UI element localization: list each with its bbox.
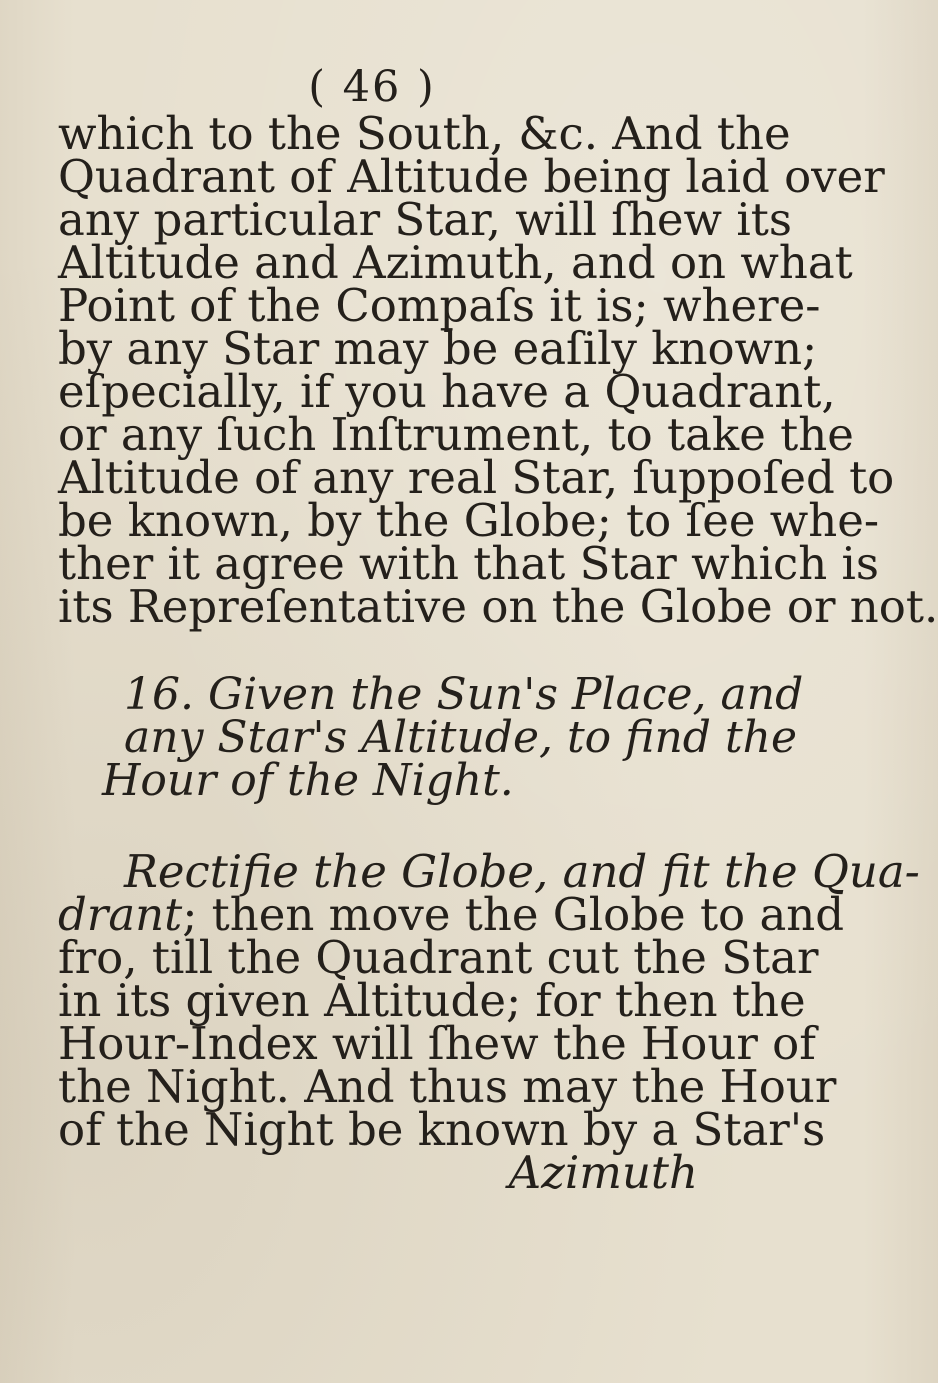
paragraph-altitude-azimuth [58, 107, 938, 633]
text-line: by any Star may be eaſily known; [58, 322, 818, 375]
problem-heading-line: any Star's Altitude, to find the [124, 712, 798, 763]
text-line: eſpecially, if you have a Quadrant, [58, 365, 836, 418]
text-line: Quadrant of Altitude being laid over [58, 150, 885, 203]
text-line: fro, till the Quadrant cut the Star [58, 931, 819, 984]
text-line: in its given Altitude; for then the [58, 974, 806, 1027]
text-line: of the Night be known by a Star's [58, 1103, 826, 1156]
text-line: Altitude of any real Star, ſuppoſed to [58, 451, 895, 504]
paragraph-hour-of-night [58, 845, 920, 1156]
text-line: which to the South, &c. And the [58, 107, 791, 160]
text-line: Altitude and Azimuth, and on what [58, 236, 853, 289]
text-line: the Night. And thus may the Hour [58, 1060, 837, 1113]
text-fragment-italic: drant [58, 888, 183, 941]
text-line: Point of the Compaſs it is; where- [58, 279, 821, 332]
text-line: ther it agree with that Star which is [58, 537, 879, 590]
problem-heading [58, 669, 804, 806]
text-line: Rectifie the Globe, and fit the Qua- [124, 845, 920, 898]
text-line [58, 888, 845, 941]
text-line: be known, by the Globe; to ſee whe- [58, 494, 880, 547]
text-line: or any ſuch Inſtrument, to take the [58, 408, 854, 461]
page-body [58, 107, 938, 1199]
text-line: its Repreſentative on the Globe or not. [58, 580, 938, 633]
text-line: any particular Star, will ſhew its [58, 193, 792, 246]
catchword: Azimuth [508, 1146, 698, 1199]
problem-heading-line: Hour of the Night. [102, 755, 514, 806]
problem-heading-line: 16. Given the Sun's Place, and [124, 669, 804, 720]
page-number: ( 46 ) [308, 62, 436, 112]
text-line: Hour-Index will ſhew the Hour of [58, 1017, 816, 1070]
text-fragment: ; then move the Globe to and [182, 888, 845, 941]
